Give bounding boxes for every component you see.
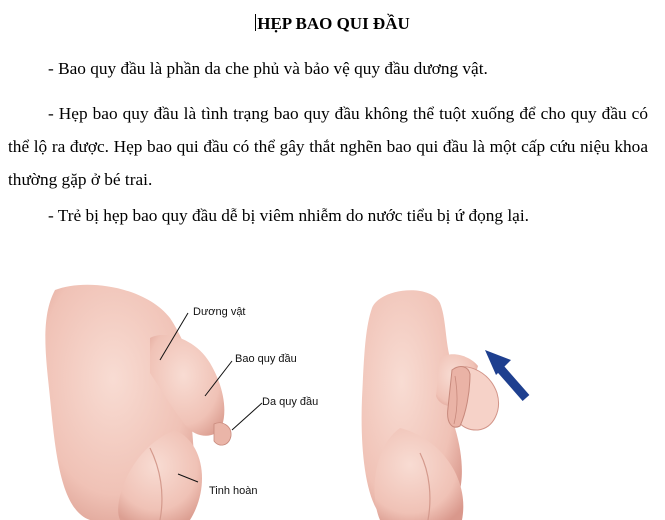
document-title: [0, 14, 665, 34]
anatomy-figure: [0, 278, 665, 520]
paragraph-3: - Trẻ bị hẹp bao quy đầu dễ bị viêm nhiễm do nước tiểu bị ứ đọng lại.: [48, 206, 529, 225]
label-foreskin: Bao quy đầu: [235, 353, 297, 365]
anatomy-illustration-right: [362, 290, 526, 520]
label-penis: Dương vật: [193, 306, 246, 318]
paragraph-1: - Bao quy đầu là phần da che phủ và bảo vệ quy đầu dương vật.: [48, 59, 488, 78]
paragraph-2: - Hẹp bao quy đầu là tình trạng bao quy đầu không thể tuột xuống để cho quy đầu có thể lộ ra được. Hẹp bao qui đầu có thể gây thắt nghẽn bao qui đầu là một cấp cứu niệu khoa thường gặp ở bé trai.: [8, 104, 648, 189]
label-testicles: Tinh hoàn: [209, 485, 258, 497]
anatomy-illustration-left: [45, 285, 318, 520]
label-foreskin-tip: Da quy đầu: [262, 396, 319, 408]
anatomy-illustration: [0, 278, 665, 520]
document-title-text: HẸP BAO QUI ĐẦU: [257, 14, 410, 33]
